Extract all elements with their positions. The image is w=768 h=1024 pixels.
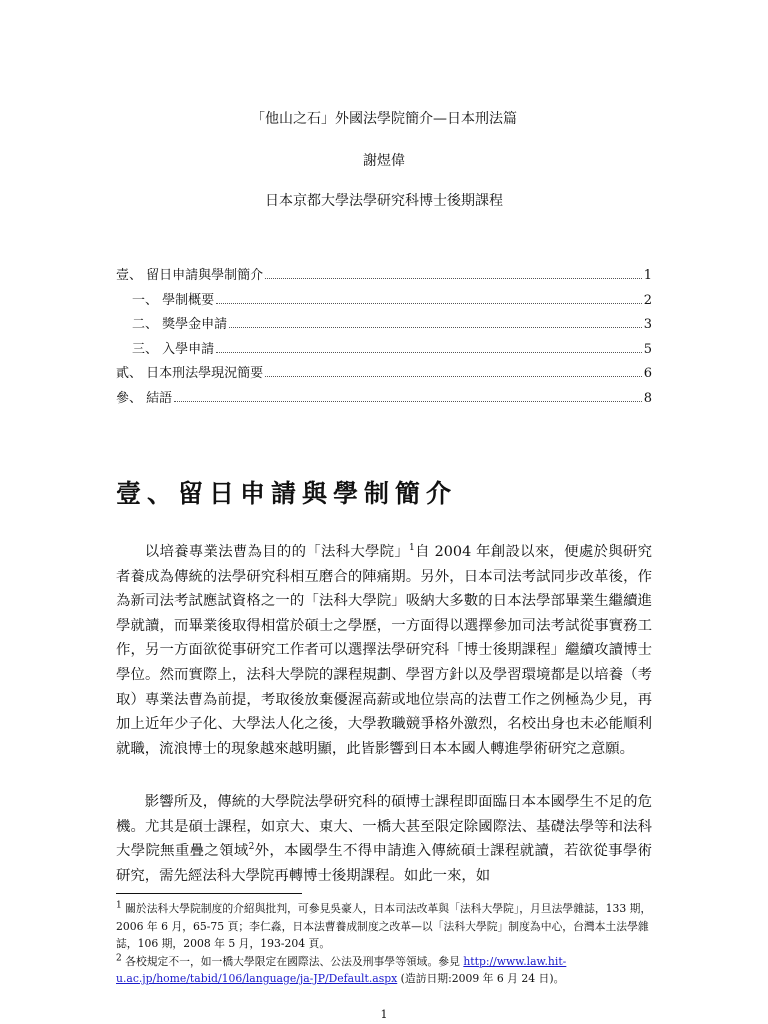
body-paragraph	[116, 790, 652, 888]
toc-item-page: 1	[643, 268, 652, 283]
paragraph-text: 影響所及，傳統的大學院法學研究科的碩博士課程即面臨日本本國學生不足的危機。尤其是碩士課程，如京大、東大、一橋大甚至限定除國際法、基礎法學等和法科大學院無重疊之領域	[116, 794, 652, 860]
author-affiliation: 日本京都大學法學研究科博士後期課程	[265, 193, 503, 209]
toc-item-page: 2	[643, 292, 652, 308]
toc-leader	[174, 400, 642, 402]
paragraph-text: 外，本國學生不得申請進入傳統碩士課程就讀，若欲從事學術研究，需先經法科大學院再轉博士後期課程。如此一來，如	[116, 843, 652, 884]
table-of-contents	[116, 264, 652, 412]
document-title: 「他山之石」外國法學院簡介—日本刑法篇	[251, 111, 517, 127]
body-paragraph	[116, 540, 652, 761]
toc-item-label: 三、 入學申請	[132, 341, 215, 357]
toc-item[interactable]	[116, 289, 652, 314]
footnote-text: 關於法科大學院制度的介紹與批判，可參見吳豪人，日本司法改革與「法科大學院」，月旦法學雜誌，133 期，2006 年 6 月，65-75 頁；李仁淼，日本法曹養成制度之改革—以「法科大學院」制度為中心，台灣本土法學雜誌，106 期，2008 年 5 月，193-204 頁。	[116, 902, 652, 950]
toc-item-page: 5	[643, 341, 652, 357]
footnote-text: (造訪日期:2009 年 6 月 24 日)。	[397, 972, 565, 985]
toc-item-label: 二、 獎學金申請	[132, 317, 228, 333]
toc-item[interactable]	[116, 338, 652, 363]
footnote-ref[interactable]: 1	[409, 543, 415, 554]
author-name: 謝煜偉	[363, 153, 405, 169]
toc-item-page: 3	[643, 317, 652, 333]
footnote-mark: 1	[116, 900, 122, 911]
toc-leader	[265, 375, 642, 377]
paragraph-text: 自 2004 年創設以來，便處於與研究者養成為傳統的法學研究科相互磨合的陣痛期。另外，日本司法考試同步改革後，作為新司法考試應試資格之一的「法科大學院」吸納大多數的日本法學部畢業生繼續進學就讀，而畢業後取得相當於碩士之學歷，一方面得以選擇參加司法考試從事實務工作，另一方面欲從事研究工作者可以選擇法學研究科「博士後期課程」繼續攻讀博士學位。然而實際上，法科大學院的課程規劃、學習方針以及學習環境都是以培養（考取）專業法曹為前提，考取後放棄優渥高薪或地位崇高的法曹工作之例極為少見，再加上近年少子化、大學法人化之後，大學教職競爭格外激烈，名校出身也未必能順利就職，流浪博士的現象越來越明顯，此皆影響到日本本國人轉進學術研究之意願。	[116, 544, 652, 757]
paragraph-text: 以培養專業法曹為目的的「法科大學院」	[144, 544, 410, 560]
footnotes	[116, 900, 652, 988]
footnote-mark: 2	[116, 952, 122, 963]
footnote-ref[interactable]: 2	[248, 842, 255, 853]
toc-item-page: 6	[643, 366, 652, 382]
toc-leader	[216, 302, 642, 304]
toc-item-page: 8	[643, 390, 652, 406]
toc-leader	[216, 351, 642, 353]
page-number: 1	[380, 1008, 388, 1021]
toc-item-label: 一、 學制概要	[132, 292, 215, 308]
footnote-text: 各校規定不一，如一橋大學限定在國際法、公法及刑事學等領域。參見	[121, 954, 464, 968]
footnote-1	[116, 900, 652, 953]
toc-leader	[265, 277, 642, 279]
footnote-separator	[116, 893, 302, 894]
toc-item[interactable]	[116, 362, 652, 387]
footnote-link[interactable]: http://www.law.hit-u.ac.jp/home/tabid/106/language/ja-JP/Default.aspx	[116, 954, 567, 985]
toc-item[interactable]	[116, 387, 652, 412]
toc-item[interactable]	[116, 264, 652, 289]
footnote-2	[116, 953, 652, 988]
toc-item[interactable]	[116, 313, 652, 338]
toc-leader	[229, 326, 642, 328]
section-heading: 壹、留日申請與學制簡介	[116, 479, 458, 508]
toc-item-label: 貳、 日本刑法學現況簡要	[116, 366, 264, 382]
toc-item-label: 壹、 留日申請與學制簡介	[116, 268, 264, 283]
toc-item-label: 參、 結語	[116, 390, 173, 406]
